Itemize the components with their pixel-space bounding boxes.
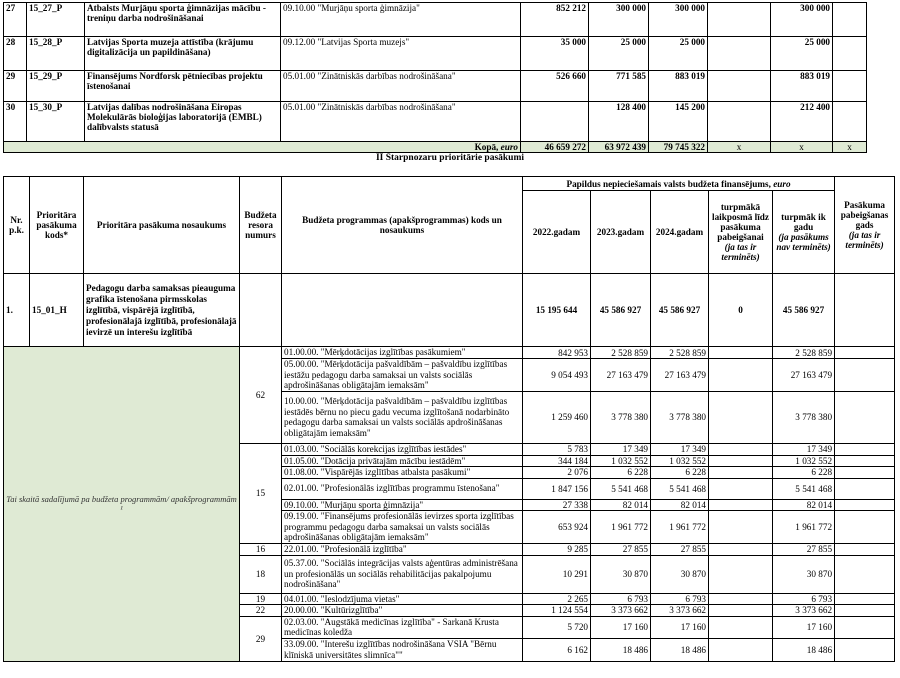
breakdown-turpmak (709, 555, 773, 593)
breakdown-turpmak (709, 443, 773, 455)
row-program: 05.01.00 "Zinātniskās darbības nodrošināšana" (281, 71, 521, 102)
breakdown-2022: 2 076 (523, 467, 591, 479)
header-funding-group: Papildus nepieciešamais valsts budžeta finansējums, euro (523, 177, 835, 191)
measure-ik-gadu: 45 586 927 (773, 274, 835, 347)
breakdown-2022: 9 054 493 (523, 359, 591, 392)
breakdown-2023: 17 349 (591, 443, 651, 455)
breakdown-turpmak (709, 499, 773, 511)
breakdown-ik-gadu: 30 870 (773, 555, 835, 593)
breakdown-2022: 9 285 (523, 543, 591, 555)
breakdown-2023: 6 228 (591, 467, 651, 479)
breakdown-2023: 3 778 380 (591, 391, 651, 443)
top-rows-body (4, 3, 867, 142)
breakdown-2023: 1 032 552 (591, 455, 651, 467)
row-code: 15_27_P (27, 3, 85, 37)
row-turpmak (708, 3, 771, 37)
top-row (4, 37, 867, 71)
measure-program (282, 274, 523, 347)
header-resors: Budžeta resora numurs (240, 177, 282, 274)
breakdown-end-year (835, 511, 895, 544)
row-nr: 30 (4, 102, 27, 142)
row-2024: 145 200 (649, 102, 708, 142)
breakdown-program: 20.00.00. "Kultūrizglītība" (282, 605, 523, 617)
header-2023: 2023.gadam (591, 191, 651, 274)
row-turpmak (708, 102, 771, 142)
breakdown-2024: 30 870 (651, 555, 709, 593)
breakdown-2024: 6 228 (651, 467, 709, 479)
breakdown-ik-gadu: 27 163 479 (773, 359, 835, 392)
breakdown-program: 33.09.00. "Interešu izglītības nodrošināšana VSIA "Bērnu klīniskā universitātes slimnīca"" (282, 638, 523, 661)
breakdown-2023: 1 961 772 (591, 511, 651, 544)
breakdown-2023: 2 528 859 (591, 347, 651, 359)
row-2024: 883 019 (649, 71, 708, 102)
breakdown-end-year (835, 443, 895, 455)
header-end-year: Pasākuma pabeigšanas gads (ja tas ir terminēts) (835, 177, 895, 274)
breakdown-turpmak (709, 616, 773, 638)
row-name: Finansējums Nordforsk pētniecības projektu īstenošanai (85, 71, 281, 102)
breakdown-turpmak (709, 605, 773, 617)
measure-resors (240, 274, 282, 347)
breakdown-turpmak (709, 455, 773, 467)
row-end-year (833, 37, 867, 71)
breakdown-end-year (835, 616, 895, 638)
section-title: II Starpnozaru prioritārie pasākumi (375, 153, 525, 163)
row-ik-gadu: 883 019 (771, 71, 833, 102)
breakdown-program: 02.01.00. "Profesionālās izglītības programmu īstenošana" (282, 478, 523, 499)
breakdown-ik-gadu: 82 014 (773, 499, 835, 511)
breakdown-resors: 22 (240, 605, 282, 617)
breakdown-2023: 82 014 (591, 499, 651, 511)
total-x3: x (833, 142, 867, 153)
breakdown-end-year (835, 605, 895, 617)
breakdown-resors: 29 (240, 616, 282, 661)
row-2022: 526 660 (521, 71, 589, 102)
header-code: Prioritāra pasākuma kods* (30, 177, 84, 274)
breakdown-turpmak (709, 347, 773, 359)
breakdown-2022: 6 162 (523, 638, 591, 661)
breakdown-end-year (835, 638, 895, 661)
breakdown-ik-gadu: 3 778 380 (773, 391, 835, 443)
row-name: Latvijas dalības nodrošināšana Eiropas Molekulārās bioloģijas laboratorijā (EMBL) dalībvalsts statusā (85, 102, 281, 142)
measure-turpmak: 0 (709, 274, 773, 347)
measure-name: Pedagogu darba samaksas pieauguma grafika īstenošana pirmsskolas izglītībā, vispārējā izglītībā, profesionālajā izglītībā, profesionālajā ievirzē un interešu izglītībā (84, 274, 240, 347)
breakdown-2023: 30 870 (591, 555, 651, 593)
breakdown-program: 01.05.00. "Dotācija privātajām mācību iestādēm" (282, 455, 523, 467)
measure-nr: 1. (4, 274, 30, 347)
breakdown-resors: 62 (240, 347, 282, 444)
row-2022: 852 212 (521, 3, 589, 37)
breakdown-2023: 17 160 (591, 616, 651, 638)
breakdown-end-year (835, 478, 895, 499)
measure-row (4, 274, 895, 347)
header-program: Budžeta programmas (apakšprogrammas) kods un nosaukums (282, 177, 523, 274)
breakdown-2023: 6 793 (591, 593, 651, 605)
measure-2024: 45 586 927 (651, 274, 709, 347)
breakdown-turpmak (709, 478, 773, 499)
measure-code: 15_01_H (30, 274, 84, 347)
breakdown-turpmak (709, 467, 773, 479)
cross-sector-table (3, 176, 895, 662)
breakdown-program: 09.10.00. "Murjāņu sporta ģimnāzija" (282, 499, 523, 511)
total-x2: x (771, 142, 833, 153)
breakdown-end-year (835, 359, 895, 392)
row-2022: 35 000 (521, 37, 589, 71)
breakdown-program: 05.00.00. "Mērķdotācija pašvaldībām – pašvaldību izglītības iestāžu pedagogu darba samaksai un valsts sociālās apdrošināšanas obligātajām iemaksām" (282, 359, 523, 392)
row-end-year (833, 102, 867, 142)
top-measures-table (3, 2, 867, 153)
breakdown-2024: 27 163 479 (651, 359, 709, 392)
breakdown-2024: 1 961 772 (651, 511, 709, 544)
breakdown-2023: 27 855 (591, 543, 651, 555)
breakdown-2024: 27 855 (651, 543, 709, 555)
breakdown-resors: 15 (240, 443, 282, 543)
breakdown-row (4, 347, 895, 359)
breakdown-2024: 17 160 (651, 616, 709, 638)
breakdown-2023: 5 541 468 (591, 478, 651, 499)
row-2022 (521, 102, 589, 142)
row-ik-gadu: 300 000 (771, 3, 833, 37)
breakdown-resors: 16 (240, 543, 282, 555)
breakdown-turpmak (709, 593, 773, 605)
header-turpmak: turpmākā laikposmā līdz pasākuma pabeigšanai (ja tas ir terminēts) (709, 191, 773, 274)
header-name: Prioritāra pasākuma nosaukums (84, 177, 240, 274)
breakdown-2024: 3 778 380 (651, 391, 709, 443)
breakdown-end-year (835, 593, 895, 605)
measure-2023: 45 586 927 (591, 274, 651, 347)
breakdown-program: 09.19.00. "Finansējums profesionālās ievirzes sporta izglītības programmu pedagogu darba samaksai un valsts sociālās apdrošināšanas obligātajām iemaksām" (282, 511, 523, 544)
breakdown-note: Tai skaitā sadalījumā pa budžeta programmām/ apakšprogrammām ¹ (4, 347, 240, 662)
breakdown-ik-gadu: 1 032 552 (773, 455, 835, 467)
header-2022: 2022.gadam (523, 191, 591, 274)
breakdown-end-year (835, 391, 895, 443)
total-2022: 46 659 272 (521, 142, 589, 153)
top-row (4, 102, 867, 142)
total-2023: 63 972 439 (589, 142, 649, 153)
breakdown-turpmak (709, 638, 773, 661)
breakdown-body (4, 347, 895, 662)
breakdown-end-year (835, 543, 895, 555)
row-code: 15_29_P (27, 71, 85, 102)
row-end-year (833, 3, 867, 37)
breakdown-resors: 19 (240, 593, 282, 605)
breakdown-2022: 842 953 (523, 347, 591, 359)
row-code: 15_28_P (27, 37, 85, 71)
row-ik-gadu: 212 400 (771, 102, 833, 142)
header-2024: 2024.gadam (651, 191, 709, 274)
breakdown-2022: 2 265 (523, 593, 591, 605)
row-end-year (833, 71, 867, 102)
breakdown-2022: 653 924 (523, 511, 591, 544)
breakdown-turpmak (709, 359, 773, 392)
breakdown-program: 22.01.00. "Profesionālā izglītība" (282, 543, 523, 555)
breakdown-ik-gadu: 18 486 (773, 638, 835, 661)
breakdown-ik-gadu: 3 373 662 (773, 605, 835, 617)
breakdown-ik-gadu: 27 855 (773, 543, 835, 555)
row-name: Atbalsts Murjāņu sporta ģimnāzijas mācību - treniņu darba nodrošināšanai (85, 3, 281, 37)
breakdown-2024: 82 014 (651, 499, 709, 511)
breakdown-end-year (835, 499, 895, 511)
breakdown-end-year (835, 467, 895, 479)
row-2023: 25 000 (589, 37, 649, 71)
total-label: Kopā, euro (4, 142, 521, 153)
row-nr: 28 (4, 37, 27, 71)
breakdown-ik-gadu: 5 541 468 (773, 478, 835, 499)
row-2024: 25 000 (649, 37, 708, 71)
row-turpmak (708, 37, 771, 71)
breakdown-ik-gadu: 2 528 859 (773, 347, 835, 359)
breakdown-turpmak (709, 543, 773, 555)
breakdown-end-year (835, 555, 895, 593)
measure-end-year (835, 274, 895, 347)
breakdown-program: 02.03.00. "Augstākā medicīnas izglītība" - Sarkanā Krusta medicīnas koledža (282, 616, 523, 638)
breakdown-2023: 3 373 662 (591, 605, 651, 617)
breakdown-2022: 344 184 (523, 455, 591, 467)
total-row (4, 142, 867, 153)
top-row (4, 71, 867, 102)
row-program: 09.10.00 "Murjāņu sporta ģimnāzija" (281, 3, 521, 37)
breakdown-2024: 5 541 468 (651, 478, 709, 499)
breakdown-resors: 18 (240, 555, 282, 593)
breakdown-program: 01.00.00. "Mērķdotācijas izglītības pasākumiem" (282, 347, 523, 359)
breakdown-program: 10.00.00. "Mērķdotācija pašvaldībām – pašvaldību izglītības iestādēs bērnu no piecu gadu vecuma izglītošanā nodarbināto pedagogu darba samaksai un valsts sociālās apdrošināšanas obligātajām iemaksām" (282, 391, 523, 443)
row-2023: 128 400 (589, 102, 649, 142)
breakdown-ik-gadu: 17 349 (773, 443, 835, 455)
breakdown-2023: 18 486 (591, 638, 651, 661)
breakdown-program: 05.37.00. "Sociālās integrācijas valsts aģentūras administrēšana un profesionālās un sociālās rehabilitācijas pakalpojumu nodrošināšana" (282, 555, 523, 593)
row-2023: 300 000 (589, 3, 649, 37)
header-nr: Nr. p.k. (4, 177, 30, 274)
breakdown-2022: 5 783 (523, 443, 591, 455)
breakdown-program: 04.01.00. "Ieslodzījuma vietas" (282, 593, 523, 605)
breakdown-2024: 2 528 859 (651, 347, 709, 359)
breakdown-ik-gadu: 1 961 772 (773, 511, 835, 544)
breakdown-2022: 27 338 (523, 499, 591, 511)
breakdown-2024: 17 349 (651, 443, 709, 455)
breakdown-turpmak (709, 391, 773, 443)
breakdown-ik-gadu: 6 228 (773, 467, 835, 479)
header-ik-gadu: turpmāk ik gadu (ja pasākums nav terminēts) (773, 191, 835, 274)
measure-2022: 15 195 644 (523, 274, 591, 347)
breakdown-2024: 1 032 552 (651, 455, 709, 467)
row-nr: 27 (4, 3, 27, 37)
breakdown-2022: 1 259 460 (523, 391, 591, 443)
row-nr: 29 (4, 71, 27, 102)
breakdown-program: 01.08.00. "Vispārējās izglītības atbalsta pasākumi" (282, 467, 523, 479)
top-row (4, 3, 867, 37)
breakdown-ik-gadu: 6 793 (773, 593, 835, 605)
breakdown-end-year (835, 455, 895, 467)
breakdown-program: 01.03.00. "Sociālās korekcijas izglītības iestādes" (282, 443, 523, 455)
row-program: 09.12.00 "Latvijas Sporta muzejs" (281, 37, 521, 71)
breakdown-turpmak (709, 511, 773, 544)
breakdown-2022: 10 291 (523, 555, 591, 593)
row-name: Latvijas Sporta muzeja attīstība (krājumu digitalizācija un papildināšana) (85, 37, 281, 71)
breakdown-2024: 3 373 662 (651, 605, 709, 617)
breakdown-2022: 1 847 156 (523, 478, 591, 499)
breakdown-2022: 5 720 (523, 616, 591, 638)
row-ik-gadu: 25 000 (771, 37, 833, 71)
total-x1: x (708, 142, 771, 153)
total-2024: 79 745 322 (649, 142, 708, 153)
row-turpmak (708, 71, 771, 102)
row-2024: 300 000 (649, 3, 708, 37)
header-row-1 (4, 177, 895, 191)
breakdown-end-year (835, 347, 895, 359)
row-code: 15_30_P (27, 102, 85, 142)
breakdown-2023: 27 163 479 (591, 359, 651, 392)
row-2023: 771 585 (589, 71, 649, 102)
breakdown-2024: 6 793 (651, 593, 709, 605)
breakdown-2024: 18 486 (651, 638, 709, 661)
breakdown-ik-gadu: 17 160 (773, 616, 835, 638)
row-program: 05.01.00 "Zinātniskās darbības nodrošināšana" (281, 102, 521, 142)
breakdown-2022: 1 124 554 (523, 605, 591, 617)
